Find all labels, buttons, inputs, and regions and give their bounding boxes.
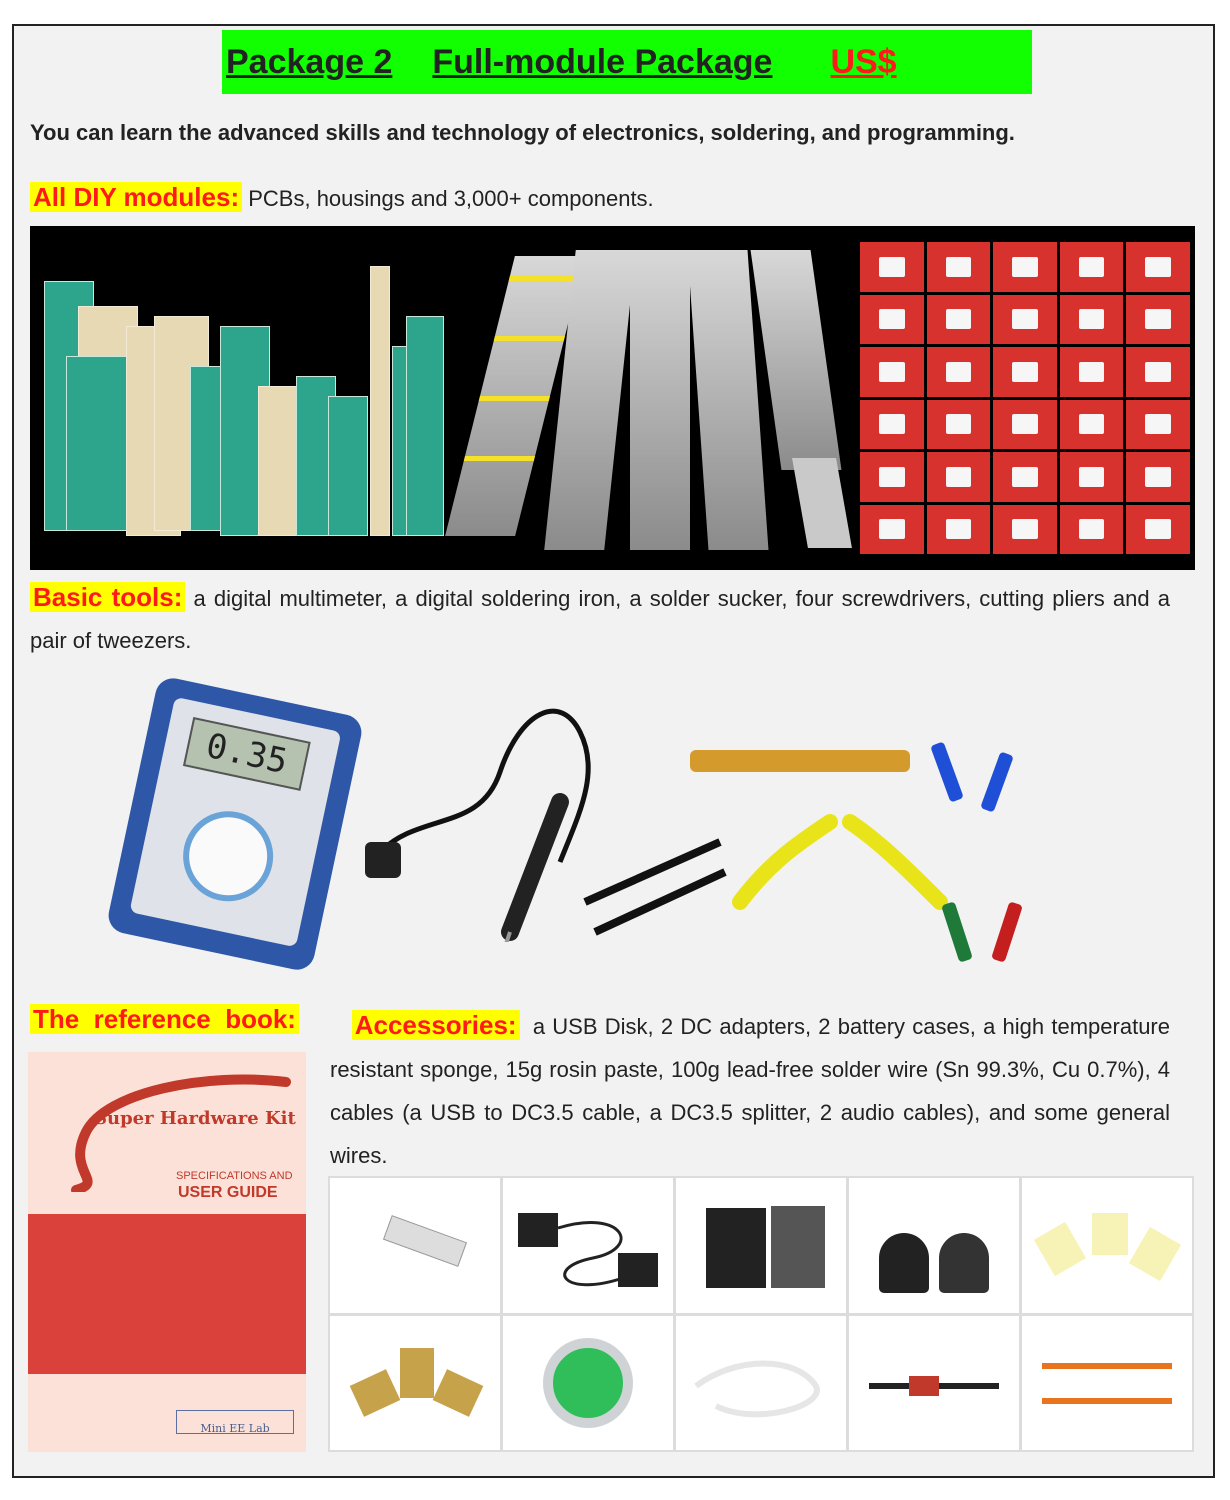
multimeter-image: [105, 675, 364, 973]
package-number: Package 2: [226, 42, 393, 81]
multimeter-dial: [175, 803, 282, 910]
housing-item: [927, 452, 991, 502]
reference-book-heading: [30, 1004, 299, 1035]
cutting-pliers-image: [730, 802, 950, 932]
housing-item: [993, 505, 1057, 555]
multimeter-display: 0.35: [183, 717, 311, 791]
tools-paragraph: [30, 576, 1170, 662]
housing-item: [1126, 400, 1190, 450]
housing-item: [1060, 400, 1124, 450]
modules-text: PCBs, housings and 3,000+ components.: [248, 186, 654, 211]
tweezers-image: [580, 832, 730, 942]
housing-item: [860, 505, 924, 555]
housing-item: [993, 242, 1057, 292]
reference-book-cover: [28, 1052, 306, 1452]
housing-item: [860, 295, 924, 345]
package-name: Full-module Package: [432, 42, 773, 81]
audio-cables-image: [1022, 1316, 1192, 1451]
pcb-board: [328, 396, 368, 536]
dc-splitter-image: [849, 1316, 1019, 1451]
housing-item: [927, 295, 991, 345]
package-price: US$: [830, 42, 897, 81]
book-publisher: Mini EE Lab: [176, 1410, 294, 1434]
rosin-paste-image: [330, 1316, 500, 1451]
housing-item: [927, 400, 991, 450]
housing-item: [1126, 347, 1190, 397]
housing-item: [860, 400, 924, 450]
solder-sucker-image: [690, 750, 910, 772]
housing-item: [993, 452, 1057, 502]
reference-label: The reference book:: [30, 1004, 299, 1034]
battery-holders-image: [849, 1178, 1019, 1313]
book-spec-text: SPECIFICATIONS AND: [176, 1170, 293, 1182]
book-illustration: [28, 1214, 306, 1374]
housing-item: [1060, 505, 1124, 555]
component-bags-column: [630, 250, 690, 550]
multimeter-face: [129, 697, 341, 948]
pcb-board: [406, 316, 444, 536]
accessories-grid: [328, 1176, 1194, 1452]
housing-item: [1060, 452, 1124, 502]
modules-label: All DIY modules:: [30, 182, 242, 212]
housing-item: [1060, 347, 1124, 397]
screwdriver-image: [980, 751, 1014, 812]
book-title: Super Hardware Kit: [94, 1108, 296, 1129]
housings-grid: [860, 242, 1190, 554]
component-bags-column: [751, 250, 842, 470]
intro-text: You can learn the advanced skills and technology of electronics, soldering, and programming.: [30, 120, 1015, 145]
housing-item: [860, 347, 924, 397]
solder-wire-image: [503, 1316, 673, 1451]
usb-dc-cable-image: [676, 1316, 846, 1451]
housing-item: [860, 242, 924, 292]
housing-item: [993, 347, 1057, 397]
housing-item: [927, 242, 991, 292]
housing-item: [1060, 295, 1124, 345]
housing-item: [1126, 295, 1190, 345]
screwdriver-image: [991, 901, 1023, 962]
housing-item: [860, 452, 924, 502]
accessories-label: Accessories:: [352, 1010, 520, 1040]
housing-item: [1126, 452, 1190, 502]
diy-modules-photo: [30, 226, 1195, 570]
housing-item: [927, 505, 991, 555]
housing-item: [1126, 242, 1190, 292]
front-panel: [792, 458, 852, 548]
housing-item: [1060, 242, 1124, 292]
battery-cases-image: [676, 1178, 846, 1313]
book-user-guide: USER GUIDE: [178, 1184, 278, 1201]
housing-item: [993, 400, 1057, 450]
accessories-text: a USB Disk, 2 DC adapters, 2 battery cases, a high temperature resistant sponge, 15g rosin paste, 100g lead-free solder wire (Sn 99.3%, Cu 0.7%), 4 cables (a USB to DC3.5 cable, a DC3.5 splitter, 2 audio cables), and some general wires.: [330, 1014, 1170, 1168]
tools-text: a digital multimeter, a digital soldering iron, a solder sucker, four screwdrivers, cutting pliers and a pair of tweezers.: [30, 586, 1170, 653]
tools-label: Basic tools:: [30, 582, 185, 612]
housing-item: [1126, 505, 1190, 555]
modules-line: [30, 182, 654, 213]
basic-tools-photo: [110, 672, 1090, 982]
package-title-banner: [222, 30, 1032, 94]
housing-item: [927, 347, 991, 397]
housing-item: [993, 295, 1057, 345]
screwdriver-image: [930, 741, 964, 802]
usb-disk-image: [330, 1178, 500, 1313]
dc-adapters-image: [503, 1178, 673, 1313]
sponge-image: [1022, 1178, 1192, 1313]
accessories-paragraph: [330, 1004, 1170, 1177]
pcb-board: [370, 266, 390, 536]
